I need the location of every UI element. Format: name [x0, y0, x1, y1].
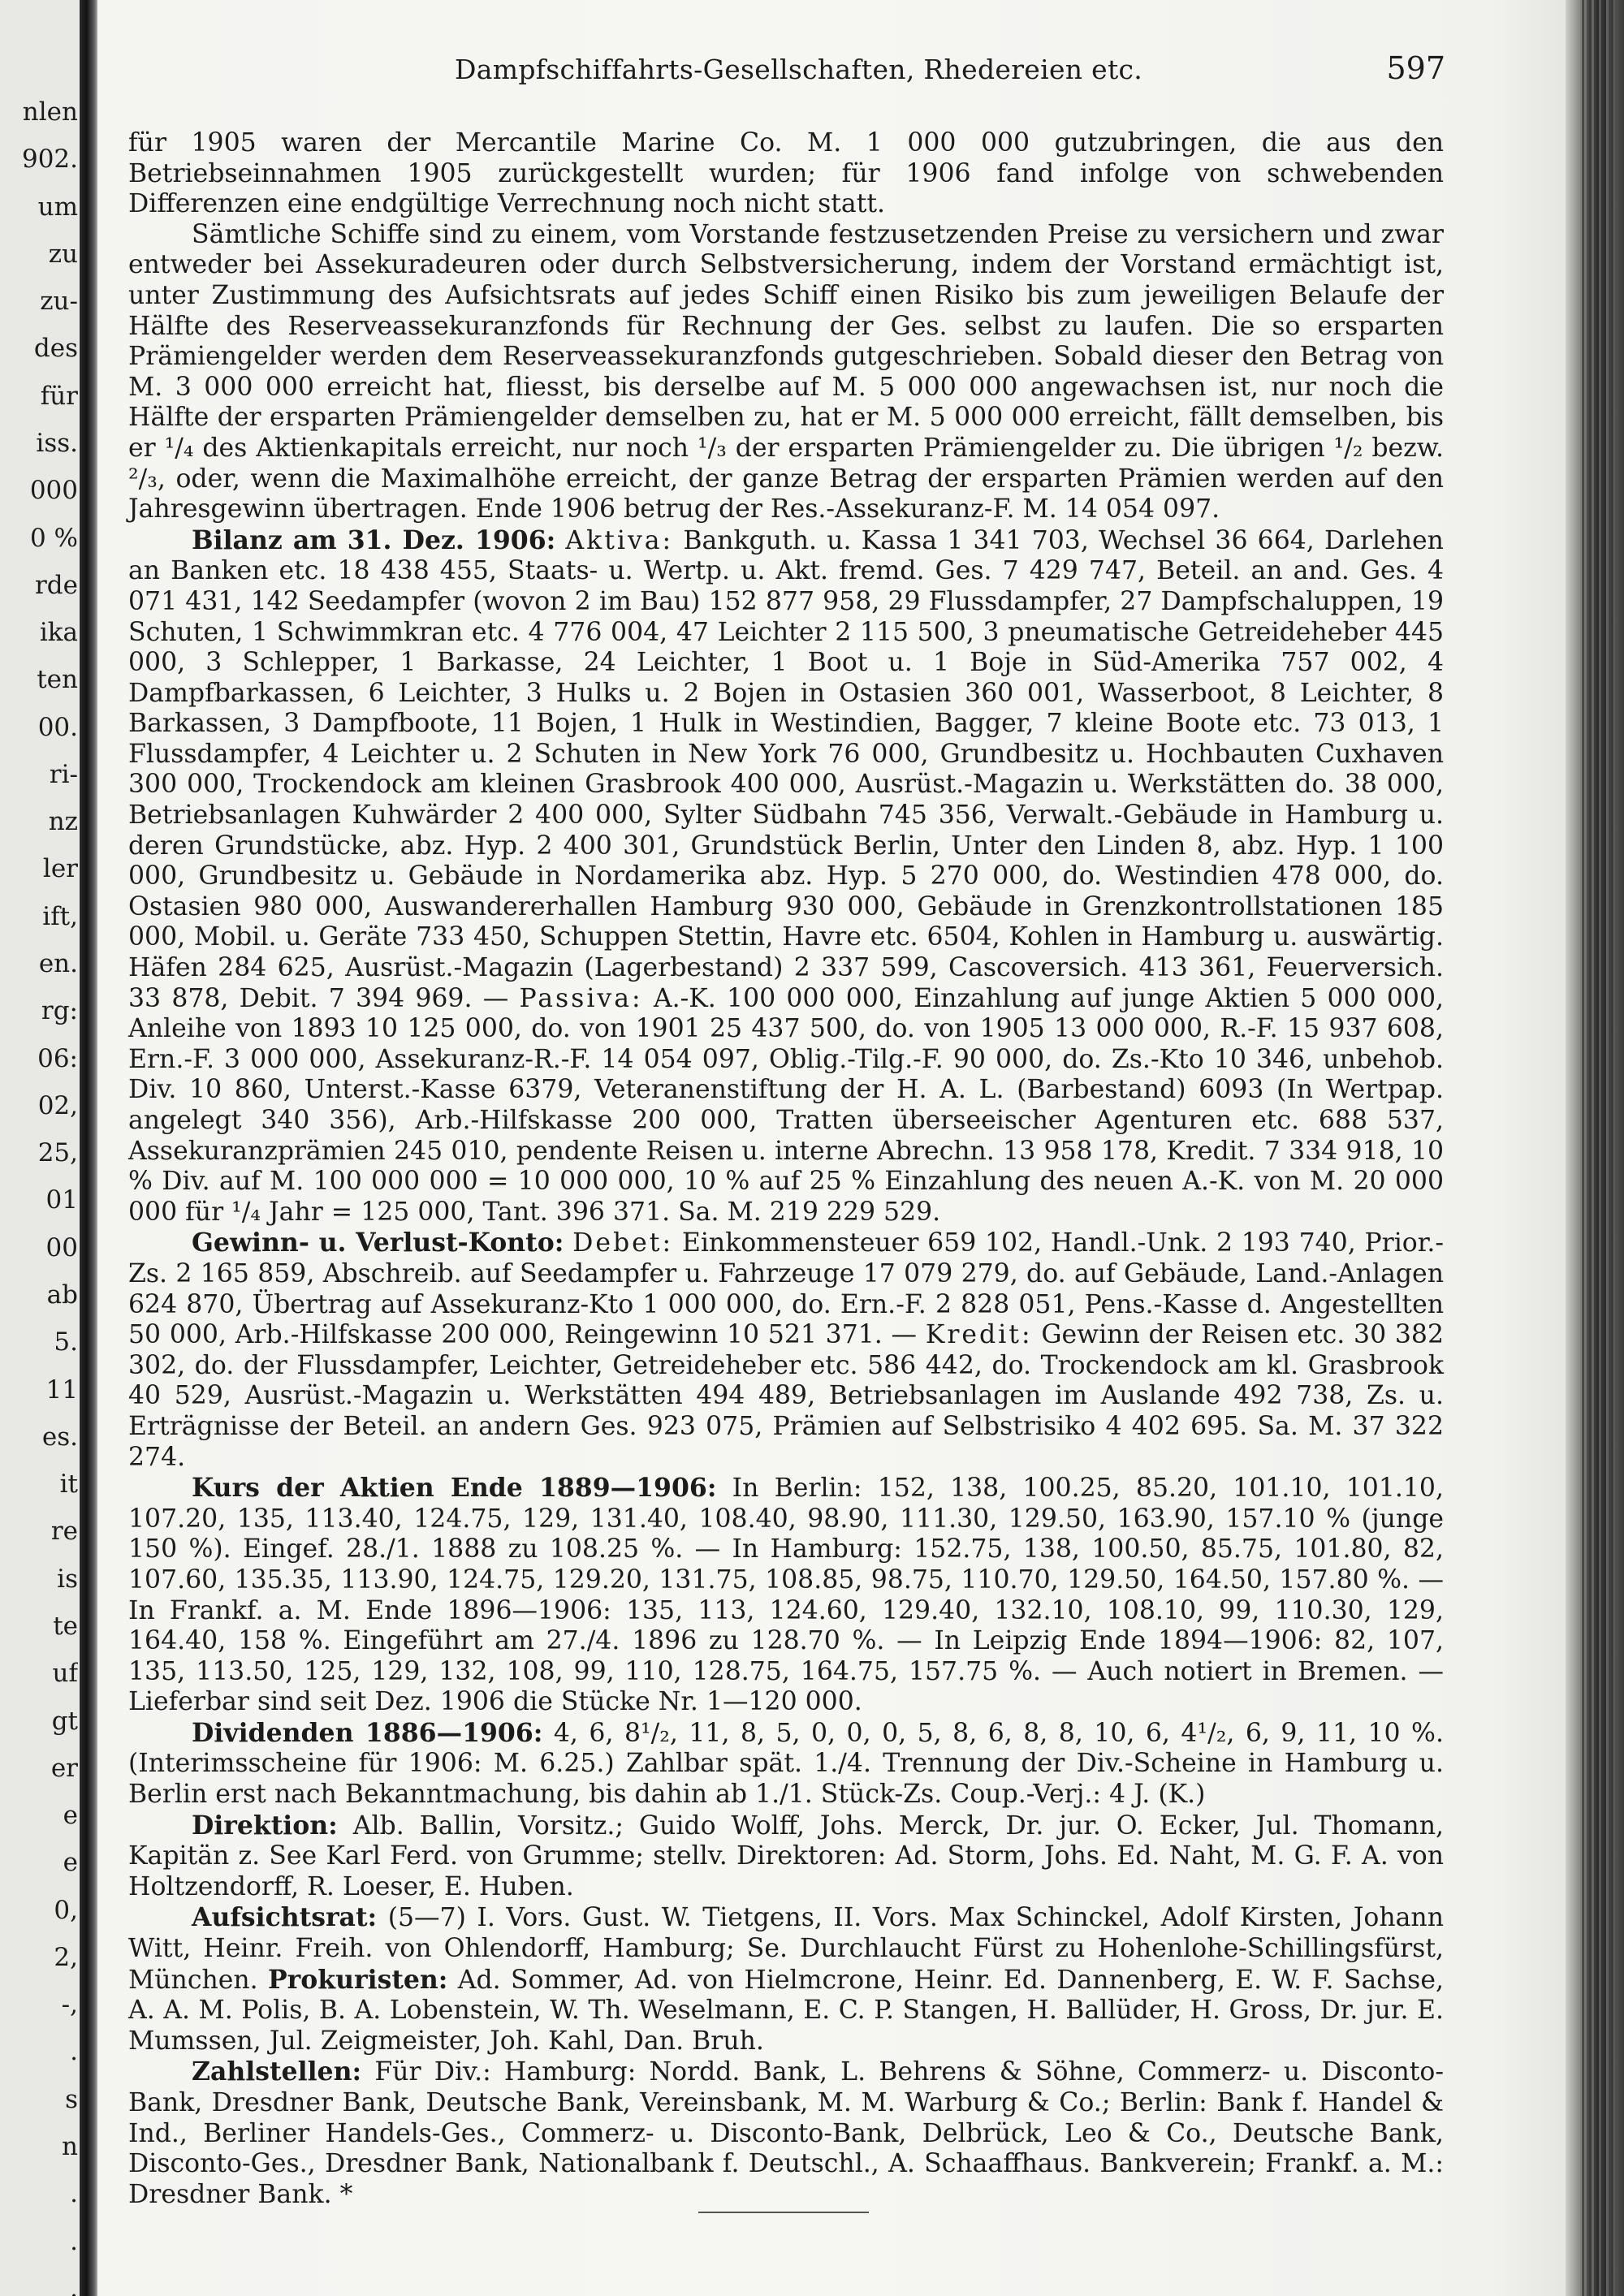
left-margin-fragment: es.: [41, 1422, 78, 1452]
page-number: 597: [1386, 50, 1445, 86]
section-text: In Berlin: 152, 138, 100.25, 85.20, 101.10, 101.10, 107.20, 135, 113.40, 124.75, 129, 131.40, 108.40, 98.90, 111.30, 129.50, 163.90, 157.10 % (junge 150 %). Eingef. 28./1. 1888 zu 108.25 %. — In Hamburg: 152.75, 138, 100.50, 85.75, 101.80, 82, 107.60, 135.35, 113.90, 124.75, 129.20, 131.75, 108.85, 98.75, 110.70, 129.50, 164.50, 157.80 %. — In Frankf. a. M. Ende 1896—1906: 135, 113, 124.60, 129.40, 132.10, 108.10, 99, 110.30, 129, 164.40, 158 %. Eingeführt am 27./4. 1896 zu 128.70 %. — In Leipzig Ende 1894—1906: 82, 107, 135, 113.50, 125, 129, 132, 108, 99, 110, 128.75, 164.75, 157.75 %. — Auch notiert in Bremen. — Lieferbar sind seit Dez. 1906 die Stücke Nr. 1—120 000.: [128, 1474, 1444, 1717]
left-margin-fragment: 25,: [37, 1138, 78, 1168]
left-margin-fragment: 11: [45, 1375, 78, 1405]
section-title: Dividenden 1886—1906:: [192, 1717, 543, 1748]
left-margin-fragment: zu: [48, 239, 78, 269]
left-margin-fragment: s: [65, 2084, 78, 2114]
left-margin-fragment: -,: [61, 1990, 78, 2020]
left-margin-fragment: rde: [34, 570, 78, 600]
section-direktion: [128, 1810, 1444, 1903]
left-margin-fragment: .: [70, 2226, 78, 2256]
left-margin-fragment: 00.: [37, 712, 78, 742]
section-text: 4, 6, 8¹/₂, 11, 8, 5, 0, 0, 0, 5, 8, 6, 8, 8, 10, 6, 4¹/₂, 6, 9, 11, 10 %. (Interimsscheine für 1906: M. 6.25.) Zahlbar spät. 1./4. Trennung der Div.-Scheine in Hamburg u. Berlin erst nach Bekanntmachung, bis dahin ab 1./1. Stück-Zs. Coup.-Verj.: 4 J. (K.): [128, 1718, 1444, 1810]
section-title: Aufsichtsrat:: [192, 1902, 378, 1933]
section-title: Bilanz am 31. Dez. 1906:: [192, 524, 556, 555]
paragraph-intro: [128, 128, 1444, 220]
left-margin-fragment: um: [37, 192, 78, 222]
left-margin-fragment: 5.: [54, 1327, 78, 1357]
left-margin-fragment: 0,: [54, 1895, 78, 1925]
section-text: Einkommensteuer 659 102, Handl.-Unk. 2 193 740, Prior.-Zs. 2 165 859, Abschreib. auf Seedampfer u. Fahrzeuge 17 079 279, do. auf Gebäude, Land.-Anlagen 624 870, Übertrag auf Assekuranz-Kto 1 000 000, do. Ern.-F. 2 828 051, Pens.-Kasse d. Angestellten 50 000, Arb.-Hilfskasse 200 000, Reingewinn 10 521 371. —: [128, 1228, 1445, 1350]
left-margin-fragment: uf: [52, 1659, 78, 1689]
left-margin-fragment: 2,: [54, 1942, 78, 1972]
section-text: A.-K. 100 000 000, Einzahlung auf junge Aktien 5 000 000, Anleihe von 1893 10 125 000, do. von 1901 25 437 500, do. von 1905 13 000 000, R.-F. 15 937 608, Ern.-F. 3 000 000, Assekuranz-R.-F. 14 054 097, Oblig.-Tilg.-F. 90 000, do. Zs.-Kto 10 346, unbehob. Div. 10 860, Unterst.-Kasse 6379, Veteranenstiftung der H. A. L. (Barbestand) 6093 (In Wertpap. angelegt 340 356), Arb.-Hilfskasse 200 000, Tratten überseeischer Agenturen etc. 688 537, Assekuranzprämien 245 010, pendente Reisen u. interne Abrechn. 13 958 178, Kredit. 7 334 918, 10 % Div. auf M. 100 000 000 = 10 000 000, 10 % auf 25 % Einzahlung des neuen A.-K. von M. 20 000 000 für ¹/₄ Jahr = 125 000, Tant. 396 371. Sa. M. 219 229 529.: [128, 983, 1444, 1227]
left-margin-fragment: nz: [48, 807, 78, 837]
left-margin-fragment: en.: [38, 949, 78, 979]
footer-rule: [698, 2212, 869, 2213]
left-margin-fragment: te: [53, 1611, 78, 1641]
left-margin-fragment: 06:: [37, 1043, 78, 1073]
left-page-margin-fragment: [0, 0, 80, 2296]
section-bilanz: [128, 525, 1444, 1228]
section-text: Ad. Sommer, Ad. von Hielmcrone, Heinr. Ed. Dannenberg, E. W. F. Sachse, A. A. M. Polis, B. A. Lobenstein, W. Th. Weselmann, E. C. P. Stangen, H. Ballüder, H. Gross, Dr. jur. E. Mumssen, Jul. Zeigmeister, Joh. Kahl, Dan. Bruh.: [128, 1965, 1444, 2056]
page-body: [128, 128, 1444, 2210]
left-margin-fragment: e: [63, 1848, 78, 1878]
left-margin-fragment: is: [57, 1564, 78, 1594]
section-aufsichtsrat: [128, 1902, 1444, 2056]
left-margin-fragment: nlen: [22, 97, 78, 127]
left-margin-fragment: 02,: [37, 1090, 78, 1120]
section-title: Direktion:: [192, 1810, 338, 1841]
page-header: [130, 50, 1445, 91]
left-margin-fragment: n: [62, 2132, 78, 2162]
section-gewinn-verlust: [128, 1228, 1444, 1473]
left-margin-fragment: ler: [42, 854, 78, 884]
running-head: Dampfschiffahrts-Gesellschaften, Rhedereien etc.: [455, 54, 1143, 85]
section-title: Kurs der Aktien Ende 1889—1906:: [192, 1473, 717, 1504]
left-margin-fragment: für: [40, 381, 78, 411]
left-margin-fragment: gt: [51, 1706, 78, 1736]
left-margin-fragment: 902.: [21, 145, 78, 175]
section-label-aktiva: Aktiva:: [565, 525, 674, 555]
left-margin-fragment: .: [70, 2273, 78, 2296]
section-text: (5—7) I. Vors. Gust. W. Tietgens, II. Vors. Max Schinckel, Adolf Kirsten, Johann Witt, Heinr. Freih. von Ohlendorff, Hamburg; Se. Durchlaucht Fürst zu Hohenlohe-Schillingsfürst, München.: [128, 1903, 1444, 1995]
left-margin-fragment: .: [70, 2037, 78, 2067]
section-label-kredit: Kredit:: [925, 1320, 1033, 1350]
section-text: Alb. Ballin, Vorsitz.; Guido Wolff, Johs. Merck, Dr. jur. O. Ecker, Jul. Thomann, Kapitän z. See Karl Ferd. von Grumme; stellv. Direktoren: Ad. Storm, Johs. Ed. Naht, M. G. F. A. von Holtzendorff, R. Loeser, E. Huben.: [128, 1810, 1444, 1901]
left-margin-fragment: .: [70, 2179, 78, 2209]
section-title: Gewinn- u. Verlust-Konto:: [192, 1228, 564, 1258]
left-margin-fragment: ab: [46, 1280, 78, 1310]
left-margin-fragment: ika: [39, 618, 78, 648]
left-margin-fragment: iss.: [36, 428, 78, 458]
section-text: Gewinn der Reisen etc. 30 382 302, do. der Flussdampfer, Leichter, Getreideheber etc. 586 442, do. Trockendock am kl. Grasbrook 40 529, Ausrüst.-Magazin u. Werkstätten 494 489, Betriebsanlagen im Auslande 492 738, Zs. u. Erträgnisse der Beteil. an andern Ges. 923 075, Prämien auf Selbstrisiko 4 402 695. Sa. M. 37 322 274.: [128, 1320, 1444, 1472]
left-margin-fragment: ri-: [49, 759, 78, 789]
left-margin-fragment: 000: [29, 476, 78, 506]
section-dividenden: [128, 1718, 1444, 1810]
left-margin-fragment: ten: [37, 665, 78, 695]
section-title: Zahlstellen:: [192, 2056, 362, 2087]
left-margin-fragment: des: [33, 334, 78, 364]
section-text: Für Div.: Hamburg: Nordd. Bank, L. Behrens & Söhne, Commerz- u. Disconto-Bank, Dresdner Bank, Deutsche Bank, Vereinsbank, M. M. Warburg & Co.; Berlin: Bank f. Handel & Ind., Berliner Handels-Ges., Commerz- u. Disconto-Bank, Delbrück, Leo & Co., Deutsche Bank, Disconto-Ges., Dresdner Bank, Nationalbank f. Deutschl., A. Schaaffhaus. Bankverein; Frankf. a. M.: Dresdner Bank. *: [128, 2057, 1444, 2209]
left-margin-fragment: ift,: [42, 901, 78, 931]
left-margin-fragment: er: [50, 1753, 78, 1783]
paragraph-insurance: [128, 220, 1444, 525]
left-margin-fragment: 00: [45, 1232, 78, 1262]
left-margin-fragment: zu-: [40, 287, 78, 317]
section-kurs: [128, 1473, 1444, 1718]
page-edge-shadow: [1566, 0, 1624, 2296]
book-gutter: [80, 0, 97, 2296]
left-margin-fragment: re: [50, 1517, 78, 1547]
left-margin-fragment: e: [63, 1801, 78, 1831]
left-margin-fragment: 01: [45, 1185, 78, 1215]
section-text: Bankguth. u. Kassa 1 341 703, Wechsel 36 664, Darlehen an Banken etc. 18 438 455, Staats- u. Wertp. u. Akt. fremd. Ges. 7 429 747, Beteil. an and. Ges. 4 071 431, 142 Seedampfer (wovon 2 im Bau) 152 877 958, 29 Flussdampfer, 27 Dampfschaluppen, 19 Schuten, 1 Schwimmkran etc. 4 776 004, 47 Leichter 2 115 500, 3 pneumatische Getreideheber 445 000, 3 Schlepper, 1 Barkasse, 24 Leichter, 1 Boot u. 1 Boje in Süd-Amerika 757 002, 4 Dampfbarkassen, 6 Leichter, 3 Hulks u. 2 Bojen in Ostasien 360 001, Wasserboot, 8 Leichter, 8 Barkassen, 3 Dampfboote, 11 Bojen, 1 Hulk in Westindien, Bagger, 7 kleine Boote etc. 73 013, 1 Flussdampfer, 4 Leichter u. 2 Schuten in New York 76 000, Grundbesitz u. Hochbauten Cuxhaven 300 000, Trockendock am kleinen Grasbrook 400 000, Ausrüst.-Magazin u. Werkstätten do. 38 000, Betriebsanlagen Kuhwärder 2 400 000, Sylter Südbahn 745 356, Verwalt.-Gebäude in Hamburg u. deren Grundstücke, abz. Hyp. 2 400 301, Grundstück Berlin, Unter den Linden 8, abz. Hyp. 1 100 000, Grundbesitz u. Gebäude in Nordamerika abz. Hyp. 5 270 000, do. Westindien 478 000, do. Ostasien 980 000, Auswandererhallen Hamburg 930 000, Gebäude in Grenzkontrollstationen 185 000, Mobil. u. Geräte 733 450, Schuppen Stettin, Havre etc. 6504, Kohlen in Hamburg u. auswärtig. Häfen 284 625, Ausrüst.-Magazin (Lagerbestand) 2 337 599, Cascoversich. 413 361, Feuerversich. 33 878, Debit. 7 394 969. —: [128, 525, 1444, 1013]
section-zahlstellen: [128, 2056, 1444, 2210]
left-margin-fragment: rg:: [41, 996, 78, 1026]
section-title-prokuristen: Prokuristen:: [268, 1964, 448, 1995]
section-label-passiva: Passiva:: [519, 983, 643, 1013]
paragraph-text: Sämtliche Schiffe sind zu einem, vom Vorstande festzusetzenden Preise zu versichern und zwar entweder bei Assekuradeuren oder durch Selbstversicherung, indem der Vorstand ermächtigt ist, unter Zustimmung des Aufsichtsrats auf jedes Schiff einen Risiko bis zum jeweiligen Belaufe der Hälfte des Reserveassekuranzfonds für Rechnung der Ges. selbst zu laufen. Die so ersparten Prämiengelder werden dem Reserveassekuranzfonds gutgeschrieben. Sobald dieser den Betrag von M. 3 000 000 erreicht hat, fliesst, bis derselbe auf M. 5 000 000 angewachsen ist, nur noch die Hälfte der ersparten Prämiengelder demselben zu, hat er M. 5 000 000 erreicht, fällt demselben, bis er ¹/₄ des Aktienkapitals erreicht, nur noch ¹/₃ der ersparten Prämiengelder zu. Die übrigen ¹/₂ bezw. ²/₃, oder, wenn die Maximalhöhe erreicht, der ganze Betrag der ersparten Prämien werden auf den Jahresgewinn übertragen. Ende 1906 betrug der Res.-Assekuranz-F. M. 14 054 097.: [128, 219, 1444, 524]
left-margin-fragment: it: [59, 1470, 78, 1500]
paragraph-text: für 1905 waren der Mercantile Marine Co. M. 1 000 000 gutzubringen, die aus den Betriebseinnahmen 1905 zurückgestellt wurden; für 1906 fand infolge von schwebenden Differenzen eine endgültige Verrechnung noch nicht statt.: [128, 128, 1444, 219]
section-label-debet: Debet:: [572, 1228, 674, 1258]
left-margin-fragment: 0 %: [29, 523, 78, 553]
